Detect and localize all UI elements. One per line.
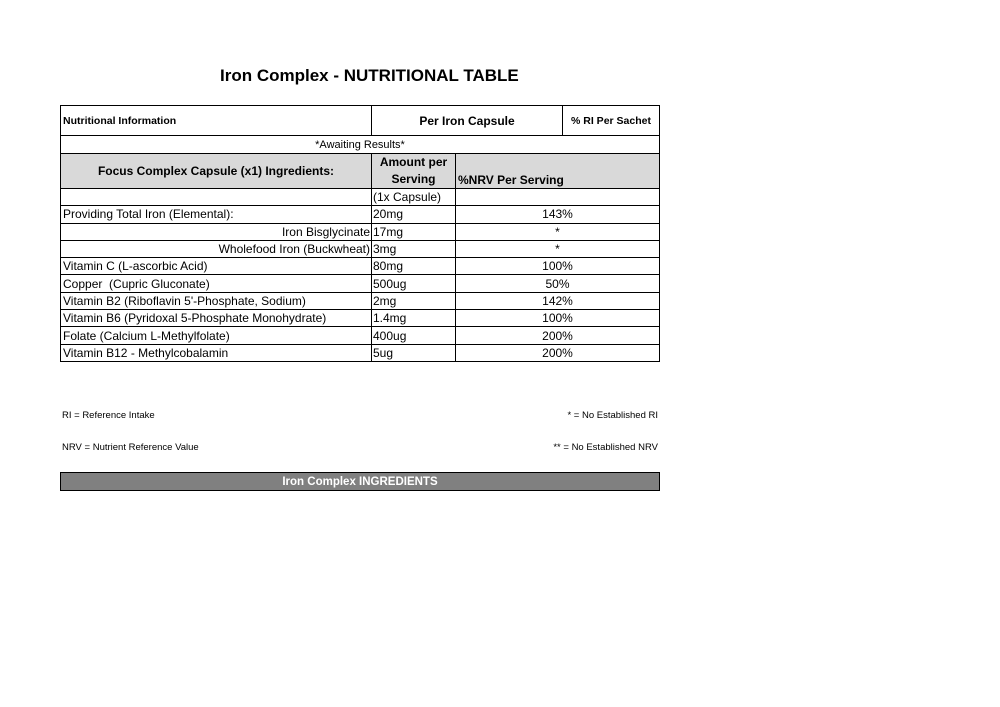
ingredient-name: Folate (Calcium L-Methylfolate): [61, 327, 372, 343]
nrv-per-serving-header: %NRV Per Serving: [458, 173, 564, 187]
ingredient-amount: 400ug: [372, 327, 456, 343]
ingredient-name: Vitamin B12 - Methylcobalamin: [61, 345, 372, 361]
ingredient-amount: 80mg: [372, 258, 456, 274]
ingredient-amount: 1.4mg: [372, 310, 456, 326]
amount-per-serving-header: [372, 154, 456, 188]
ingredient-name: Wholefood Iron (Buckwheat): [61, 241, 372, 257]
ingredient-nrv: 100%: [542, 259, 573, 274]
ingredient-nrv: 50%: [545, 276, 570, 291]
ingredient-name: Vitamin B2 (Riboflavin 5'-Phosphate, Sodium): [61, 293, 372, 309]
table-row: [61, 345, 659, 362]
table-row: [61, 241, 659, 258]
ingredient-nrv: 200%: [542, 328, 573, 343]
ingredient-amount: 17mg: [372, 224, 456, 240]
table-row: [61, 293, 659, 310]
header-nutritional-information: Nutritional Information: [61, 106, 372, 135]
serving-size-row: [61, 189, 659, 206]
ingredient-nrv: 100%: [542, 311, 573, 326]
ingredient-nrv: *: [555, 242, 560, 257]
ingredient-nrv: 143%: [542, 207, 573, 222]
ingredients-section-bar: Iron Complex INGREDIENTS: [60, 472, 660, 491]
ingredient-amount: 500ug: [372, 275, 456, 291]
ingredients-header-label: Focus Complex Capsule (x1) Ingredients:: [61, 154, 372, 188]
no-established-ri-note: * = No Established RI: [567, 410, 658, 421]
ingredients-header-row: [61, 154, 659, 189]
header-ri-per-sachet: % RI Per Sachet: [571, 114, 651, 127]
nutrition-table: [60, 105, 660, 362]
table-row: [61, 206, 659, 223]
nrv-definition: NRV = Nutrient Reference Value: [62, 442, 199, 453]
page-title: Iron Complex - NUTRITIONAL TABLE: [220, 66, 519, 85]
awaiting-results-note: *Awaiting Results*: [315, 138, 405, 151]
ingredient-amount: 20mg: [372, 206, 456, 222]
ingredient-nrv: 142%: [542, 293, 573, 308]
ingredient-name: Vitamin C (L-ascorbic Acid): [61, 258, 372, 274]
serving-size-note: (1x Capsule): [372, 189, 456, 205]
amount-header-line2: Serving: [391, 172, 436, 186]
ingredient-name: Providing Total Iron (Elemental):: [61, 206, 372, 222]
table-row: [61, 258, 659, 275]
ingredient-nrv: *: [555, 224, 560, 239]
amount-header-line1: Amount per: [379, 155, 448, 169]
table-row: [61, 275, 659, 292]
ingredient-amount: 5ug: [372, 345, 456, 361]
table-row: [61, 327, 659, 344]
awaiting-results-row: [61, 136, 659, 154]
ingredient-name: Copper (Cupric Gluconate): [61, 275, 372, 291]
header-per-iron-capsule: Per Iron Capsule: [372, 106, 563, 135]
table-row: [61, 224, 659, 241]
table-row: [61, 310, 659, 327]
ingredient-name: Iron Bisglycinate: [61, 224, 372, 240]
ri-definition: RI = Reference Intake: [62, 410, 155, 421]
table-header-row: [61, 106, 659, 136]
ingredient-amount: 2mg: [372, 293, 456, 309]
ingredient-name: Vitamin B6 (Pyridoxal 5-Phosphate Monohydrate): [61, 310, 372, 326]
ingredient-nrv: 200%: [542, 345, 573, 360]
no-established-nrv-note: ** = No Established NRV: [553, 442, 658, 453]
ingredient-amount: 3mg: [372, 241, 456, 257]
